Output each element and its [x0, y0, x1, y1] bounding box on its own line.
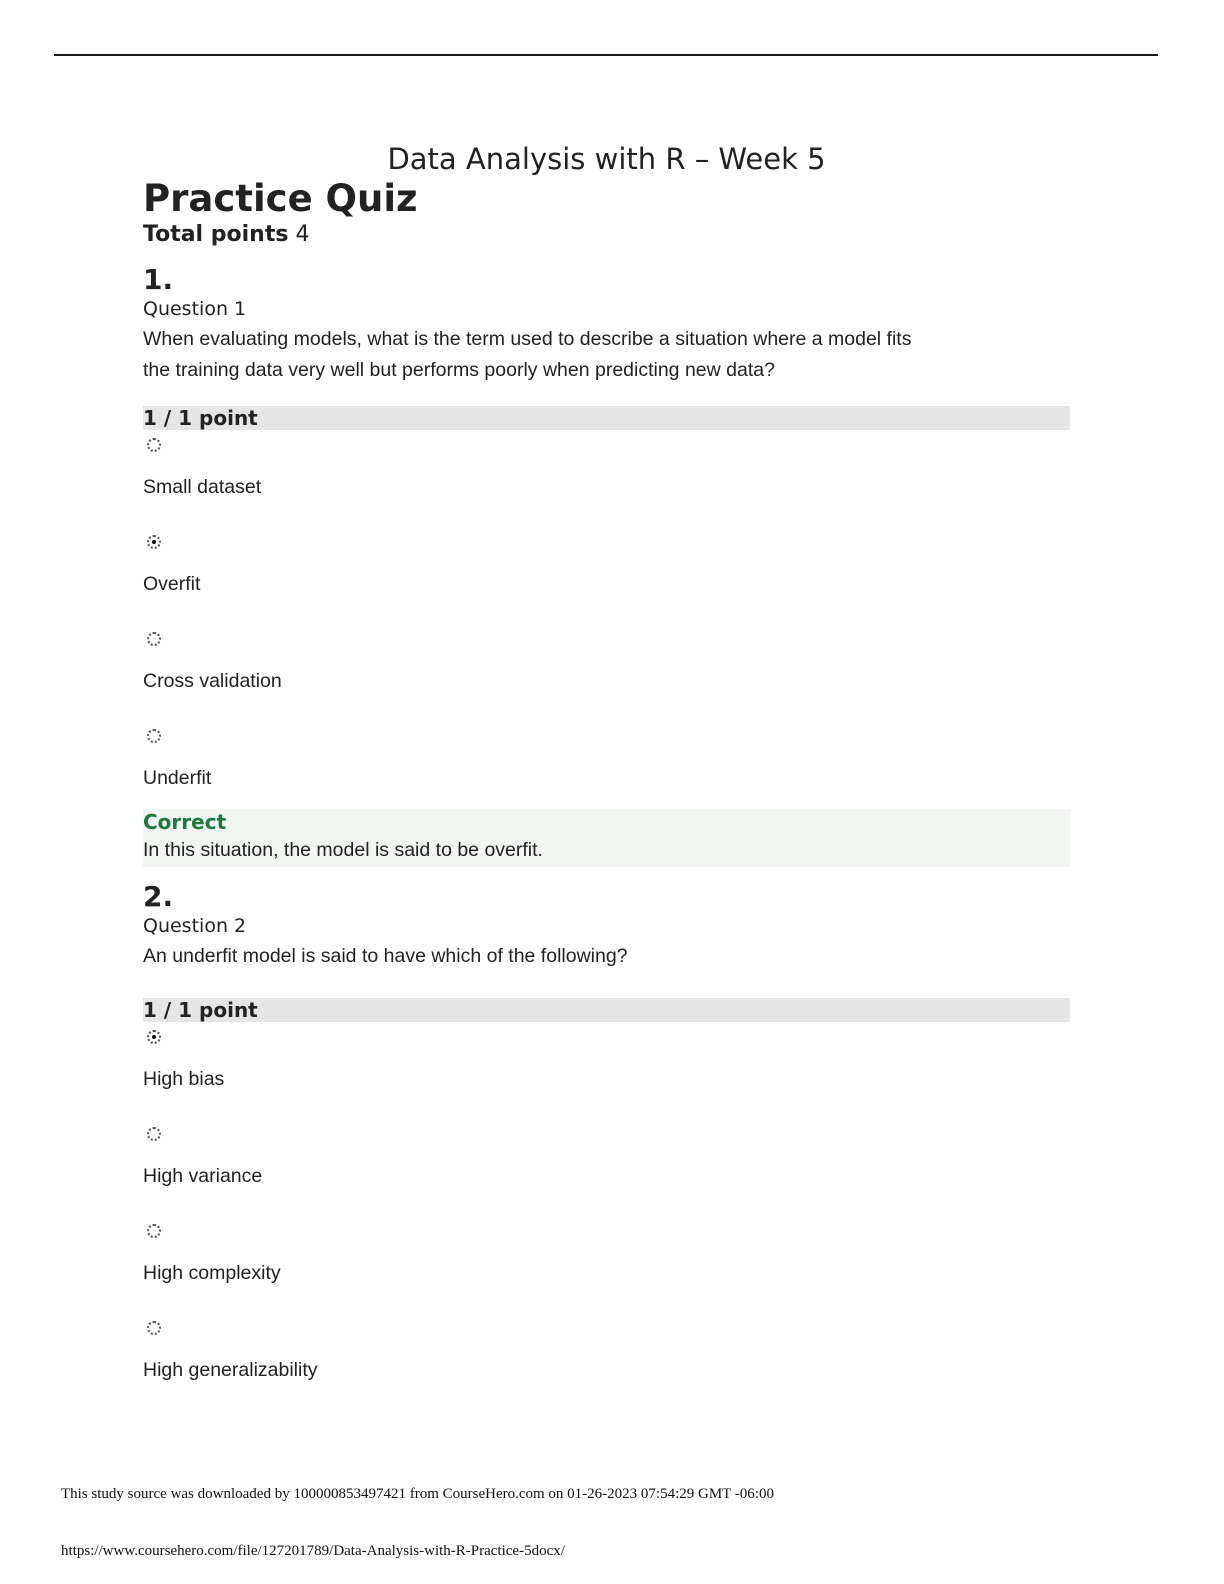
radio-unselected-icon[interactable]	[147, 1321, 161, 1335]
radio-unselected-icon[interactable]	[147, 729, 161, 743]
option-underfit[interactable]	[143, 721, 1070, 805]
option-high-complexity[interactable]	[143, 1216, 1070, 1313]
quiz-content	[143, 140, 1070, 1410]
question-label: Question 2	[143, 915, 247, 937]
total-points	[143, 220, 1070, 250]
question-1	[143, 264, 1070, 867]
option-label: High complexity	[143, 1262, 281, 1284]
feedback-box	[143, 809, 1070, 867]
question-number: 2.	[143, 880, 174, 913]
quiz-title: Practice Quiz	[143, 177, 418, 220]
document-title: Data Analysis with R – Week 5	[387, 142, 826, 176]
question-text-line: When evaluating models, what is the term used to describe a situation where a model fits	[143, 328, 912, 350]
points-bar: 1 / 1 point	[143, 406, 1070, 430]
option-overfit[interactable]	[143, 527, 1070, 624]
option-label: High variance	[143, 1165, 263, 1187]
option-label: High generalizability	[143, 1359, 318, 1381]
points-bar: 1 / 1 point	[143, 998, 1070, 1022]
question-text	[143, 941, 1070, 972]
question-number: 1.	[143, 263, 174, 296]
question-text-line: An underfit model is said to have which of the following?	[143, 945, 628, 967]
question-label: Question 1	[143, 298, 247, 320]
radio-selected-icon[interactable]	[147, 1030, 161, 1044]
option-label: Overfit	[143, 573, 201, 595]
top-rule	[54, 54, 1158, 56]
option-label: High bias	[143, 1068, 225, 1090]
options-list	[143, 430, 1070, 805]
question-text	[143, 324, 1070, 386]
radio-unselected-icon[interactable]	[147, 438, 161, 452]
option-high-bias[interactable]	[143, 1022, 1070, 1119]
option-label: Underfit	[143, 767, 212, 789]
option-cross-validation[interactable]	[143, 624, 1070, 721]
option-label: Small dataset	[143, 476, 262, 498]
option-label: Cross validation	[143, 670, 282, 692]
footer-source-note: This study source was downloaded by 100000853497421 from CourseHero.com on 01-26-2023 07:54:29 GMT -06:00	[61, 1486, 774, 1502]
option-high-variance[interactable]	[143, 1119, 1070, 1216]
radio-unselected-icon[interactable]	[147, 632, 161, 646]
feedback-text: In this situation, the model is said to be overfit.	[143, 839, 543, 861]
options-list	[143, 1022, 1070, 1410]
question-2	[143, 881, 1070, 1410]
total-points-value: 4	[295, 222, 310, 247]
radio-unselected-icon[interactable]	[147, 1224, 161, 1238]
radio-unselected-icon[interactable]	[147, 1127, 161, 1141]
question-text-line: the training data very well but performs poorly when predicting new data?	[143, 359, 775, 381]
total-points-label: Total points	[143, 222, 289, 247]
footer-url[interactable]: https://www.coursehero.com/file/127201789/Data-Analysis-with-R-Practice-5docx/	[61, 1543, 565, 1559]
radio-selected-icon[interactable]	[147, 535, 161, 549]
option-small-dataset[interactable]	[143, 430, 1070, 527]
option-high-generalizability[interactable]	[143, 1313, 1070, 1410]
feedback-status: Correct	[143, 810, 227, 834]
